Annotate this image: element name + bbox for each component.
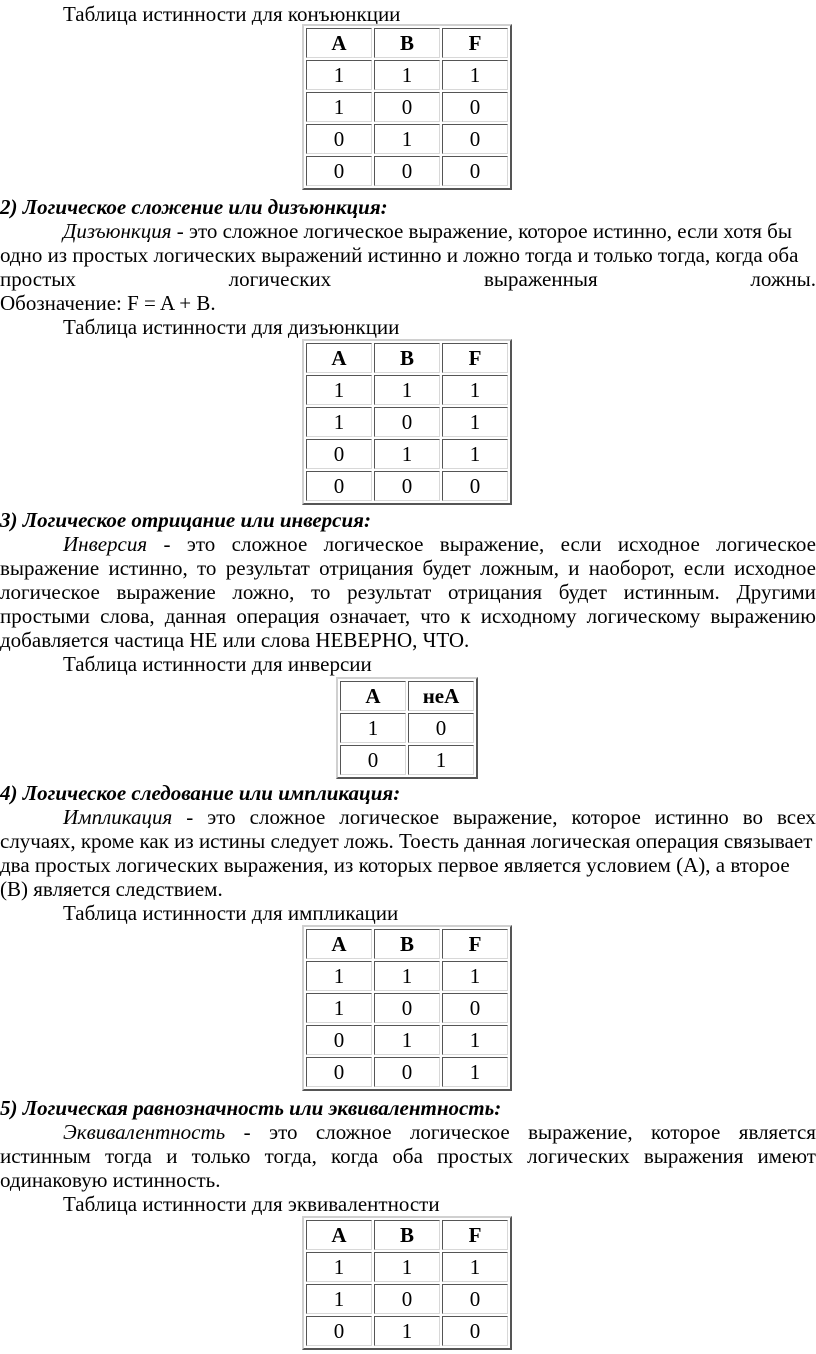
word: то — [311, 580, 331, 604]
word: логическое — [339, 805, 440, 829]
word: сложное — [315, 1120, 392, 1144]
table-cell: 1 — [306, 375, 372, 405]
disjunction-line-3 — [0, 267, 816, 291]
disjunction-text: - это сложное логическое выражение, которое истинно, если хотя бы — [171, 219, 792, 243]
word: логических — [228, 267, 332, 291]
equivalence-heading: 5) Логическая равнозначность или эквивалентность: — [0, 1096, 502, 1120]
inversion-line-1 — [0, 532, 816, 556]
word: будет — [558, 580, 607, 604]
word: исходное — [734, 556, 816, 580]
table-header-row — [306, 343, 508, 373]
word: всех — [777, 805, 816, 829]
table-cell: 1 — [306, 60, 372, 90]
word: простых — [0, 267, 76, 291]
disjunction-line-2: одно из простых логических выражений истинно и ложно тогда и только тогда, когда оба — [0, 243, 799, 267]
table-row — [306, 375, 508, 405]
word: является — [738, 1120, 816, 1144]
table-cell: 0 — [306, 439, 372, 469]
table-header-cell: A — [306, 1220, 372, 1250]
table-row — [306, 1057, 508, 1087]
table-header-cell: B — [374, 929, 440, 959]
inversion-heading: 3) Логическое отрицание или инверсия: — [0, 508, 371, 532]
table-row — [340, 745, 474, 775]
word: исходное — [617, 532, 700, 556]
word: выражение — [0, 556, 100, 580]
table-row — [306, 60, 508, 90]
word: Эквивалентность — [63, 1120, 226, 1144]
word: результат — [225, 556, 310, 580]
word: во — [742, 805, 764, 829]
inversion-line-2 — [0, 556, 816, 580]
table-header-row — [306, 28, 508, 58]
table-row — [306, 1025, 508, 1055]
table-cell: 0 — [306, 471, 372, 501]
table-cell: 0 — [306, 124, 372, 154]
table-row — [306, 1284, 508, 1314]
word: ложны. — [750, 267, 816, 291]
table-cell: 1 — [374, 1316, 440, 1346]
word: к — [460, 604, 471, 628]
word: - — [243, 1120, 251, 1144]
inversion-line-4 — [0, 604, 816, 628]
table-cell: 0 — [442, 1284, 508, 1314]
table-cell: 1 — [442, 1025, 508, 1055]
word: выражения — [643, 1144, 744, 1168]
implication-line-4: (В) является следствием. — [0, 877, 223, 901]
table-cell: 0 — [442, 993, 508, 1023]
table-row — [306, 92, 508, 122]
table-header-cell: F — [442, 929, 508, 959]
word: простыми — [0, 604, 90, 628]
table-cell: 1 — [306, 407, 372, 437]
word: логическое — [409, 1120, 510, 1144]
word: Импликация — [63, 805, 173, 829]
word: операция — [236, 604, 320, 628]
table-cell: 0 — [374, 471, 440, 501]
table-row — [340, 713, 474, 743]
inversion-table — [336, 677, 478, 779]
table-cell: 1 — [442, 1057, 508, 1087]
word: - — [186, 805, 194, 829]
table-cell: 0 — [374, 993, 440, 1023]
word: логических — [527, 1144, 630, 1168]
disjunction-caption: Таблица истинности для дизъюнкции — [63, 315, 400, 339]
word: отрицания — [319, 556, 414, 580]
equivalence-line-3: одинаковую истинность. — [0, 1168, 221, 1192]
table-header-cell: A — [306, 343, 372, 373]
table-cell: 1 — [442, 439, 508, 469]
table-row — [306, 1316, 508, 1346]
table-cell: 1 — [442, 375, 508, 405]
table-cell: 1 — [306, 1284, 372, 1314]
conjunction-table — [302, 24, 512, 190]
disjunction-table — [302, 339, 512, 505]
table-cell: 1 — [306, 961, 372, 991]
word: если — [560, 532, 602, 556]
table-header-cell: B — [374, 343, 440, 373]
word: - — [163, 532, 171, 556]
table-header-cell: неA — [408, 681, 474, 711]
equivalence-table — [302, 1216, 512, 1350]
word: выраженныя — [483, 267, 598, 291]
word: исходному — [480, 604, 577, 628]
table-header-cell: F — [442, 343, 508, 373]
word: то — [197, 556, 217, 580]
inversion-caption: Таблица истинности для инверсии — [63, 652, 372, 676]
word: ложно, — [232, 580, 295, 604]
equivalence-line-2 — [0, 1144, 816, 1168]
word: логическое — [716, 532, 816, 556]
table-row — [306, 156, 508, 186]
word: и — [568, 556, 580, 580]
table-cell: 0 — [442, 124, 508, 154]
word: ложным, — [480, 556, 559, 580]
disjunction-line-1 — [0, 219, 816, 243]
word: логическое — [0, 580, 100, 604]
word: это — [207, 805, 236, 829]
word: что — [420, 604, 451, 628]
word: которое — [571, 805, 641, 829]
table-cell: 1 — [442, 1252, 508, 1282]
word: отрицания — [447, 580, 543, 604]
word: слова, — [100, 604, 155, 628]
disjunction-notation: Обозначение: F = A + B. — [0, 291, 216, 315]
word: истинно — [654, 805, 729, 829]
table-cell: 0 — [340, 745, 406, 775]
conjunction-caption: Таблица истинности для конъюнкции — [63, 2, 401, 26]
table-cell: 0 — [306, 1316, 372, 1346]
implication-line-3: два простых логических выражения, из которых первое является условием (А), а второе — [0, 853, 790, 877]
word: логическому — [586, 604, 701, 628]
table-cell: 1 — [340, 713, 406, 743]
word: выражение, — [528, 1120, 633, 1144]
word: это — [186, 532, 216, 556]
table-row — [306, 407, 508, 437]
word: которое — [651, 1120, 721, 1144]
word: выражение, — [439, 532, 545, 556]
word: и — [166, 1144, 178, 1168]
table-cell: 0 — [374, 92, 440, 122]
word: Другими — [736, 580, 816, 604]
word: Инверсия — [63, 532, 148, 556]
word: данная — [164, 604, 227, 628]
table-cell: 1 — [374, 1025, 440, 1055]
table-cell: 1 — [442, 407, 508, 437]
table-header-row — [340, 681, 474, 711]
table-header-cell: A — [340, 681, 406, 711]
table-cell: 0 — [374, 156, 440, 186]
table-cell: 1 — [374, 439, 440, 469]
word: истинным. — [623, 580, 720, 604]
table-row — [306, 439, 508, 469]
table-header-cell: A — [306, 28, 372, 58]
word: истинным — [0, 1144, 91, 1168]
table-cell: 1 — [374, 124, 440, 154]
table-header-cell: B — [374, 1220, 440, 1250]
word: когда — [331, 1144, 379, 1168]
table-cell: 1 — [442, 60, 508, 90]
table-row — [306, 124, 508, 154]
table-cell: 1 — [442, 961, 508, 991]
word: это — [269, 1120, 298, 1144]
word: истинно, — [108, 556, 188, 580]
table-header-cell: B — [374, 28, 440, 58]
table-row — [306, 471, 508, 501]
implication-caption: Таблица истинности для импликации — [63, 901, 399, 925]
table-cell: 0 — [374, 1057, 440, 1087]
table-cell: 0 — [442, 156, 508, 186]
table-header-row — [306, 1220, 508, 1250]
word: простых — [437, 1144, 513, 1168]
word: выражению — [710, 604, 816, 628]
word: сложное — [231, 532, 308, 556]
word: будет — [422, 556, 471, 580]
table-cell: 0 — [442, 471, 508, 501]
disjunction-heading: 2) Логическое сложение или дизъюнкция: — [0, 195, 388, 219]
table-row — [306, 1252, 508, 1282]
table-header-cell: F — [442, 28, 508, 58]
word: означает, — [329, 604, 411, 628]
table-cell: 0 — [306, 1057, 372, 1087]
implication-heading: 4) Логическое следование или импликация: — [0, 781, 401, 805]
implication-line-2: случаях, кроме как из истины следует ложь. Тоесть данная логическая операция связывает — [0, 829, 813, 853]
implication-line-1 — [0, 805, 816, 829]
inversion-line-3 — [0, 580, 816, 604]
word: сложное — [249, 805, 326, 829]
table-header-cell: F — [442, 1220, 508, 1250]
word: оба — [392, 1144, 423, 1168]
disjunction-term: Дизъюнкция — [63, 219, 172, 243]
word: тогда — [105, 1144, 153, 1168]
word: имеют — [757, 1144, 816, 1168]
inversion-line-5: добавляется частица НЕ или слова НЕВЕРНО, ЧТО. — [0, 628, 470, 652]
equivalence-line-1 — [0, 1120, 816, 1144]
table-cell: 0 — [442, 1316, 508, 1346]
table-header-row — [306, 929, 508, 959]
word: выражение, — [453, 805, 558, 829]
table-cell: 1 — [306, 92, 372, 122]
table-header-cell: A — [306, 929, 372, 959]
table-cell: 1 — [374, 1252, 440, 1282]
word: результат — [347, 580, 432, 604]
table-cell: 1 — [374, 375, 440, 405]
table-cell: 0 — [442, 92, 508, 122]
table-row — [306, 961, 508, 991]
table-cell: 1 — [374, 60, 440, 90]
word: логическое — [323, 532, 424, 556]
equivalence-caption: Таблица истинности для эквивалентности — [63, 1192, 440, 1216]
implication-table — [302, 925, 512, 1091]
table-cell: 1 — [408, 745, 474, 775]
word: только — [191, 1144, 251, 1168]
table-cell: 0 — [374, 407, 440, 437]
table-cell: 1 — [306, 1252, 372, 1282]
table-cell: 1 — [374, 961, 440, 991]
table-row — [306, 993, 508, 1023]
word: выражение — [116, 580, 216, 604]
table-cell: 1 — [306, 993, 372, 1023]
table-cell: 0 — [408, 713, 474, 743]
table-cell: 0 — [306, 156, 372, 186]
word: тогда, — [264, 1144, 317, 1168]
word: если — [683, 556, 725, 580]
table-cell: 0 — [374, 1284, 440, 1314]
word: наоборот, — [588, 556, 675, 580]
table-cell: 0 — [306, 1025, 372, 1055]
